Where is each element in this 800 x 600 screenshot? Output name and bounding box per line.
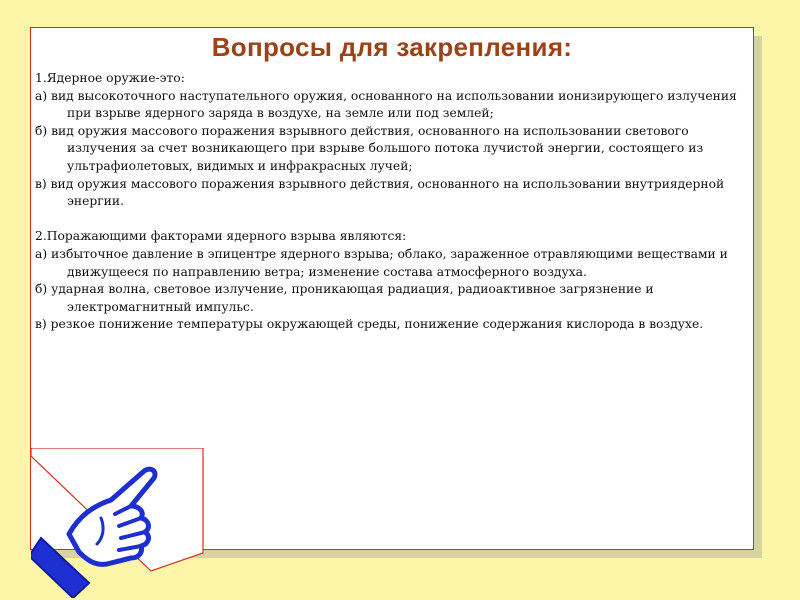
question-heading: 1.Ядерное оружие-это: (35, 71, 185, 85)
question-block (35, 228, 747, 334)
question-block (35, 70, 747, 211)
answer-option: б) вид оружия массового поражения взрывного действия, основанного на использовании светового излучения за счет возникающего при взрыве большого потока лучистой энергии, состоящего из ультрафиолетовых, видимых и инфракрасных лучей; (35, 123, 704, 173)
question-heading: 2.Поражающими факторами ядерного взрыва являются: (35, 229, 407, 244)
answer-option: а) избыточное давление в эпицентре ядерного взрыва; облако, зараженное отравляющими веществами и движущееся по направлению ветра; изменение состава атмосферного воздуха. (35, 246, 728, 279)
answer-option: в) вид оружия массового поражения взрывного действия, основанного на использовании внутриядерной энергии. (35, 176, 725, 209)
spacer (35, 211, 747, 229)
answer-option: а) вид высокоточного наступательного оружия, основанного на использовании ионизирующего излучения при взрыве ядерного заряда в воздухе, на земле или под землей; (35, 88, 737, 121)
questions-content (35, 70, 747, 334)
pointing-hand-icon (31, 448, 241, 598)
answer-option: б) ударная волна, световое излучение, проникающая радиация, радиоактивное загрязнение и электромагнитный импульс. (35, 282, 654, 314)
answer-option: в) резкое понижение температуры окружающей среды, понижение содержания кислорода в воздухе. (35, 317, 704, 332)
page-title: Вопросы для закрепления: (211, 32, 573, 62)
question-card (30, 27, 754, 550)
